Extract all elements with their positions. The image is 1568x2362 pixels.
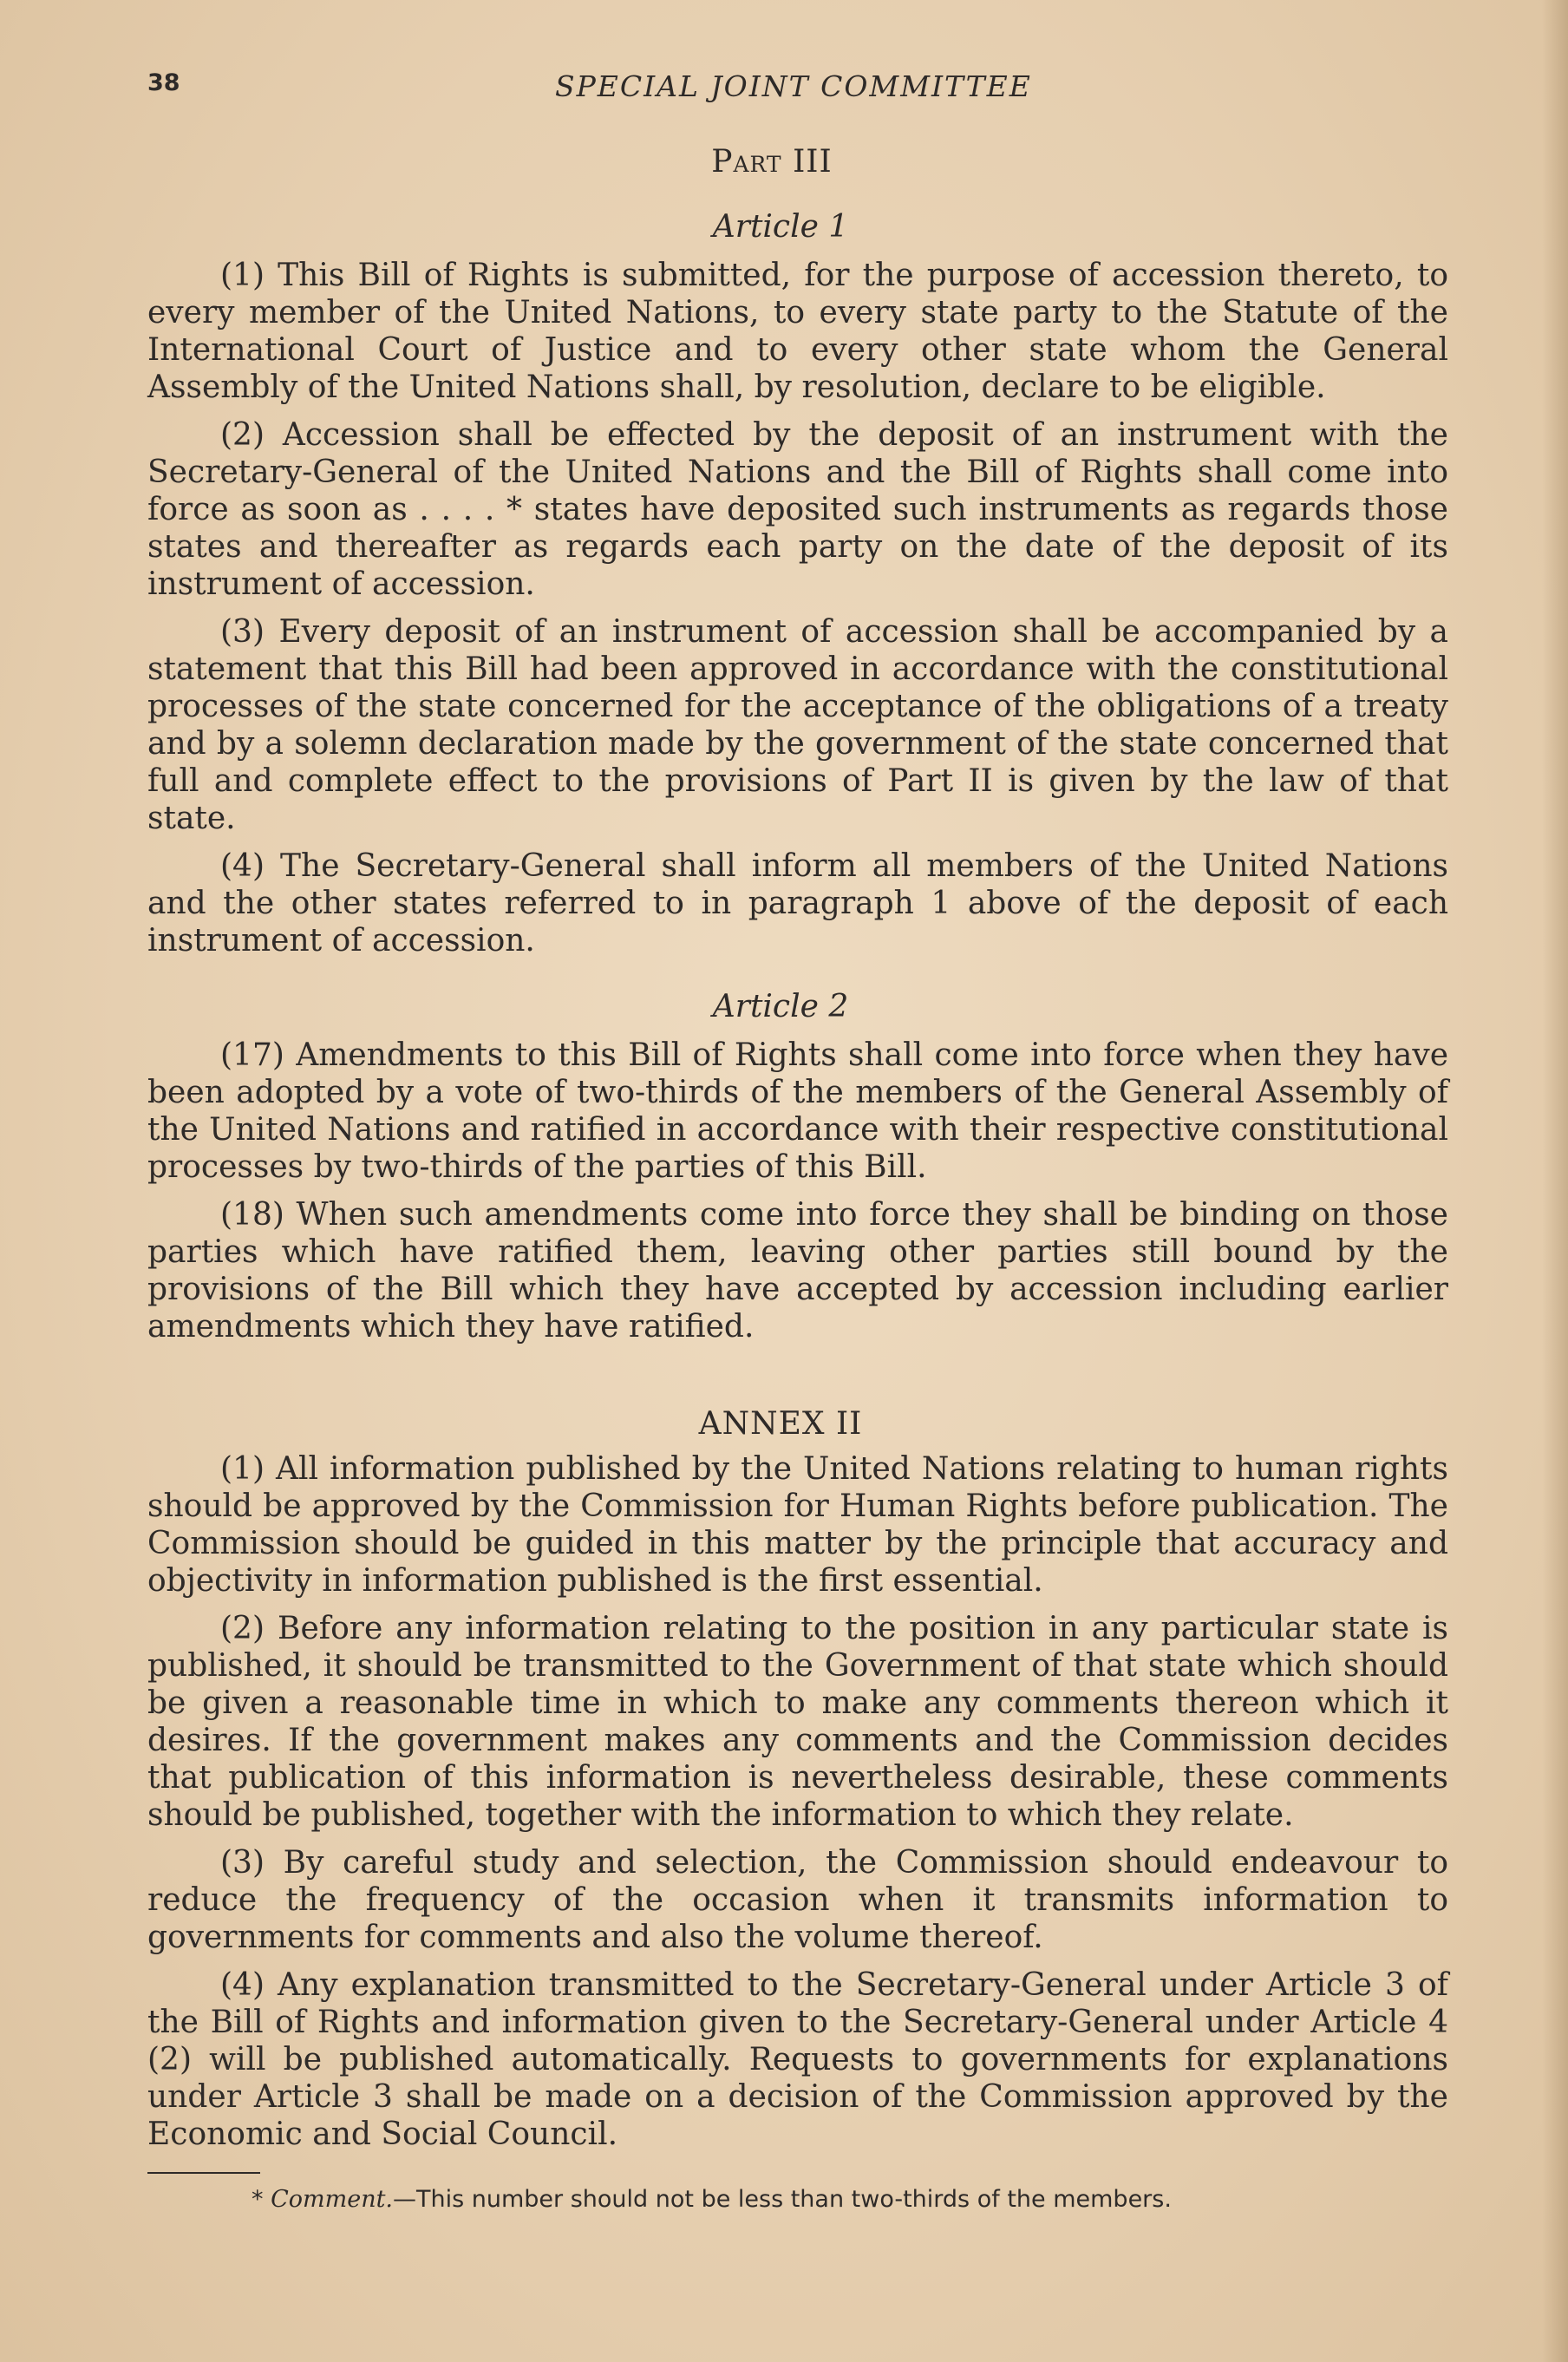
annex-paragraph: (2) Before any information relating to the position in any particular state is published, it should be transmitted to the Government of that state which should be given a reasonable time in which to make any comments thereon which it desires. If the government makes any comments and the Commission decides that publication of this information is nevertheless desirable, these comments should be published, together with the information to which they relate.: [147, 1611, 1448, 1833]
article-1-paragraph: (1) This Bill of Rights is submitted, for the purpose of accession thereto, to every member of the United Nations, to every state party to the Statute of the International Court of Justice and to every other state whom the General Assembly of the United Nations shall, by resolution, declare to be eligible.: [147, 258, 1448, 405]
page-number: 38: [147, 69, 180, 96]
part-numeral: III: [793, 144, 833, 180]
footnote-text: —This number should not be less than two-thirds of the members.: [393, 2186, 1172, 2213]
footnote-divider: [147, 2172, 260, 2174]
article-2-paragraph: (17) Amendments to this Bill of Rights shall come into force when they have been adopted by a vote of two-thirds of the members of the General Assembly of the United Nations and ratified in accordance with their respective constitutional processes by two-thirds of the parties of this Bill.: [147, 1037, 1448, 1185]
annex-paragraph: (1) All information published by the United Nations relating to human rights should be approved by the Commission for Human Rights before publication. The Commission should be guided in this matter by the principle that accuracy and objectivity in information published is the first essential.: [147, 1451, 1448, 1599]
footnote-label: Comment.: [271, 2186, 394, 2213]
annex-paragraph: (3) By careful study and selection, the Commission should endeavour to reduce the frequency of the occasion when it transmits information to governments for comments and also the volume thereof.: [147, 1845, 1448, 1955]
page-header: [147, 61, 1448, 113]
part-title: [95, 144, 1448, 180]
document-page: [147, 61, 1448, 2213]
article-1-paragraph: (2) Accession shall be effected by the deposit of an instrument with the Secretary-General of the United Nations and the Bill of Rights shall come into force as soon as . . . . * states have deposited such instruments as regards those states and thereafter as regards each party on the date of the deposit of its instrument of accession.: [147, 417, 1448, 602]
article-2-paragraph: (18) When such amendments come into force they shall be binding on those parties which have ratified them, leaving other parties still bound by the provisions of the Bill which they have accepted by accession including earlier amendments which they have ratified.: [147, 1197, 1448, 1345]
article-2-title: Article 2: [712, 989, 849, 1024]
article-1-paragraph: (4) The Secretary-General shall inform all members of the United Nations and the other states referred to in paragraph 1 above of the deposit of each instrument of accession.: [147, 848, 1448, 959]
footnote: [147, 2186, 1448, 2213]
annex-paragraph: (4) Any explanation transmitted to the Secretary-General under Article 3 of the Bill of Rights and information given to the Secretary-General under Article 4 (2) will be published automatically. Requests to governments for explanations under Article 3 shall be made on a decision of the Commission approved by the Economic and Social Council.: [147, 1967, 1448, 2152]
running-head: SPECIAL JOINT COMMITTEE: [555, 69, 1032, 103]
annex-title: ANNEX II: [698, 1406, 863, 1442]
footnote-marker: *: [252, 2186, 264, 2213]
article-1-paragraph: (3) Every deposit of an instrument of accession shall be accompanied by a statement that this Bill had been approved in accordance with the constitutional processes of the state concerned for the acceptance of the obligations of a treaty and by a solemn declaration made by the government of the state concerned that full and complete effect to the provisions of Part II is given by the law of that state.: [147, 614, 1448, 836]
page-edge-shadow: [1542, 0, 1568, 2362]
article-1-title: Article 1: [712, 209, 849, 245]
part-label: Part: [711, 144, 782, 180]
